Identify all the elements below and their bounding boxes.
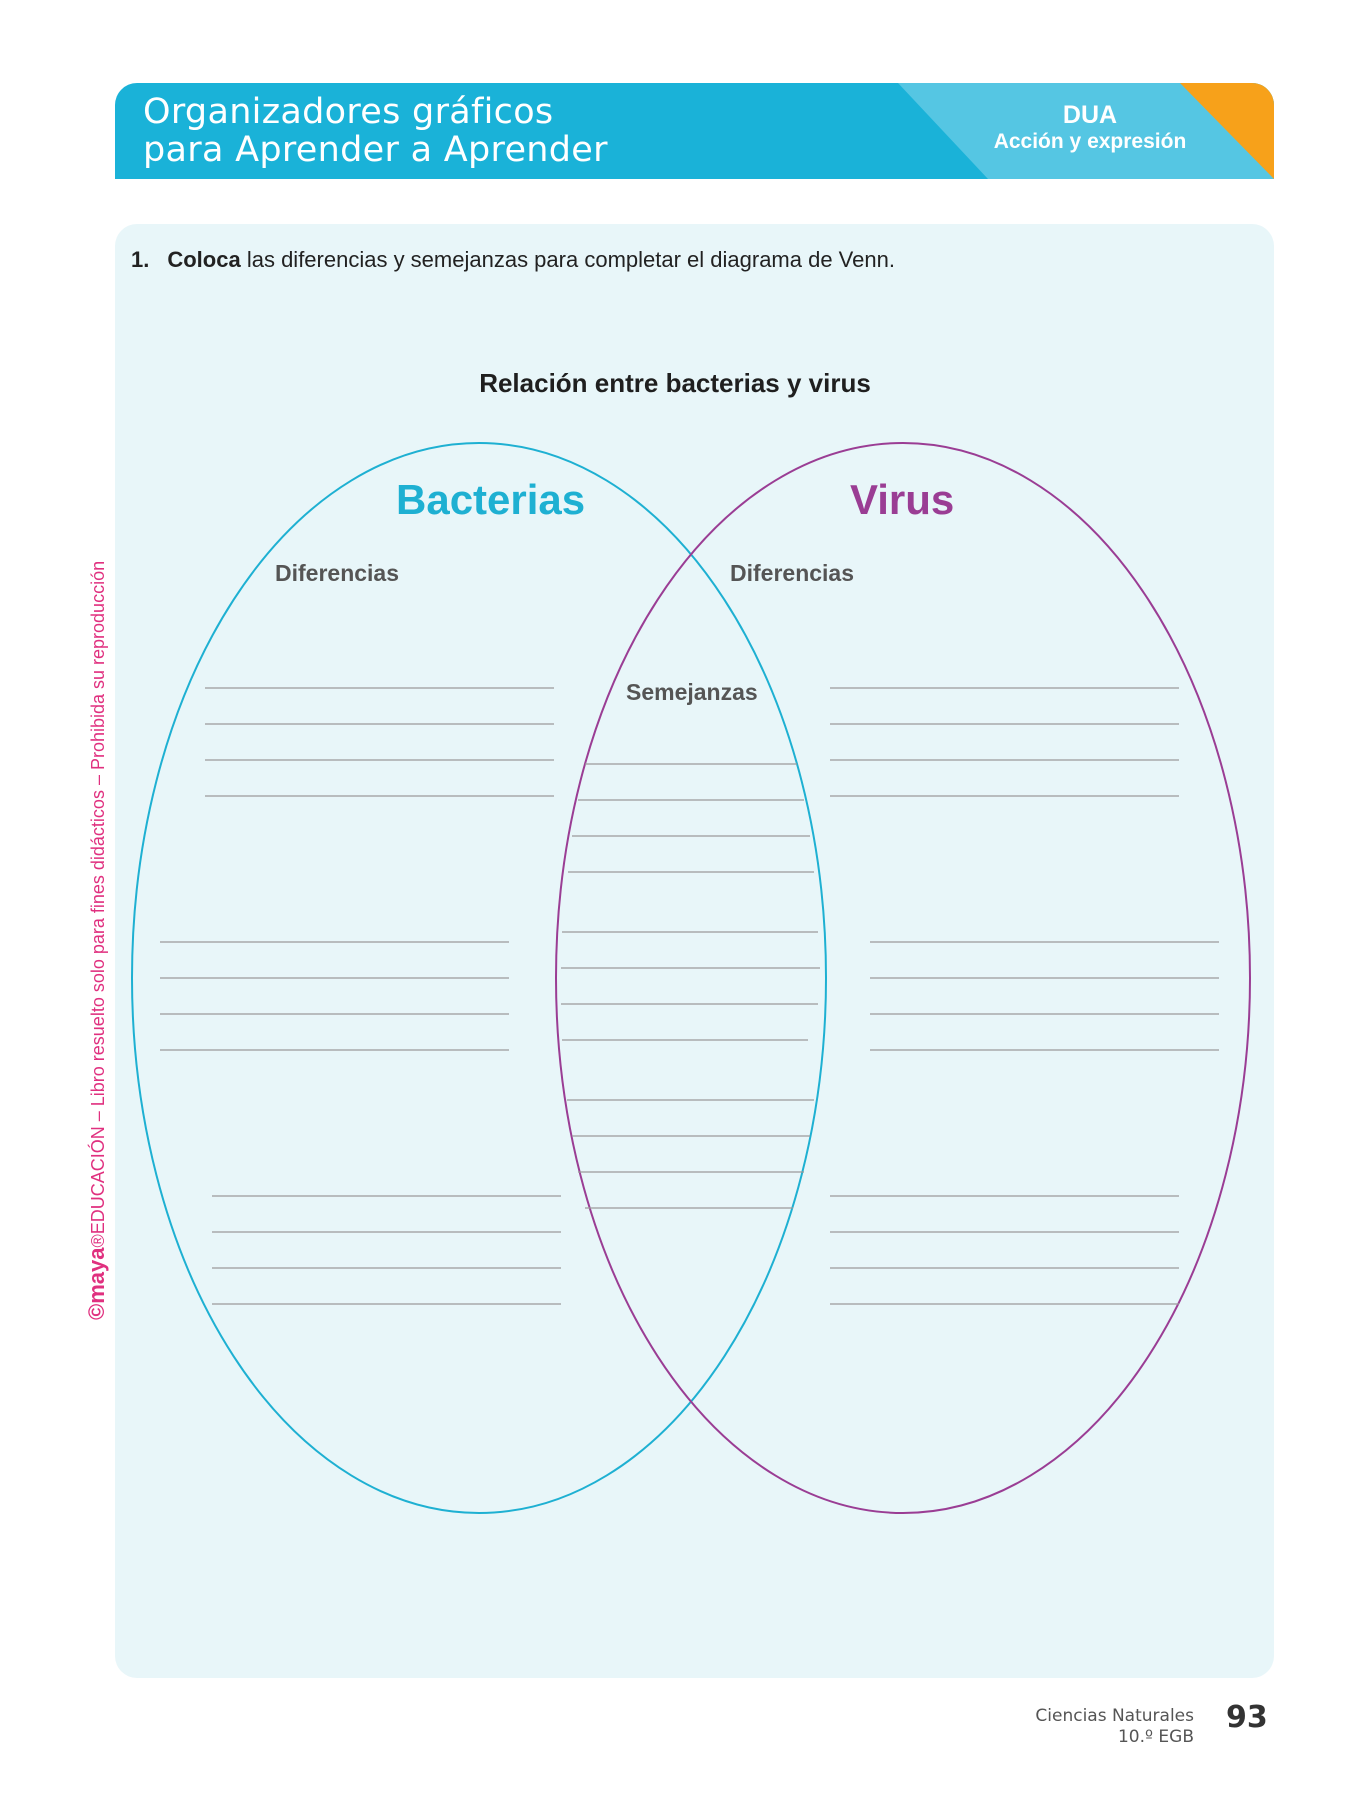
virus-label: Virus xyxy=(850,476,955,523)
footer-subject xyxy=(1035,1706,1194,1748)
dua-badge-title: DUA xyxy=(1062,101,1118,129)
page-number: 93 xyxy=(1226,1700,1268,1735)
publisher-brand: ©maya xyxy=(84,1247,109,1320)
dua-badge-subtitle: Acción y expresión xyxy=(993,130,1187,153)
copyright-text: ®EDUCACIÓN – Libro resuelto solo para fines didácticos – Prohibida su reproducción xyxy=(88,560,108,1248)
diagram-title: Relación entre bacterias y virus xyxy=(479,368,871,398)
footer-grade: 10.º EGB xyxy=(1117,1727,1194,1747)
section-title-line1: Organizadores gráficos xyxy=(143,92,554,132)
right-answer-lines xyxy=(830,688,1219,1304)
footer-subject-name: Ciencias Naturales xyxy=(1035,1706,1194,1726)
section-title-line2: para Aprender a Aprender xyxy=(143,130,608,170)
activity-verb: Coloca xyxy=(167,247,241,272)
virus-differences-label: Diferencias xyxy=(730,560,855,586)
bacteria-label: Bacterias xyxy=(396,476,586,523)
copyright-notice xyxy=(84,490,114,1320)
bacteria-differences-label: Diferencias xyxy=(275,560,400,586)
activity-text: las diferencias y semejanzas para completar el diagrama de Venn. xyxy=(240,247,895,272)
activity-number: 1. xyxy=(131,247,150,272)
center-answer-lines xyxy=(561,764,820,1208)
left-answer-lines xyxy=(160,688,561,1304)
similarities-label: Semejanzas xyxy=(626,679,758,705)
